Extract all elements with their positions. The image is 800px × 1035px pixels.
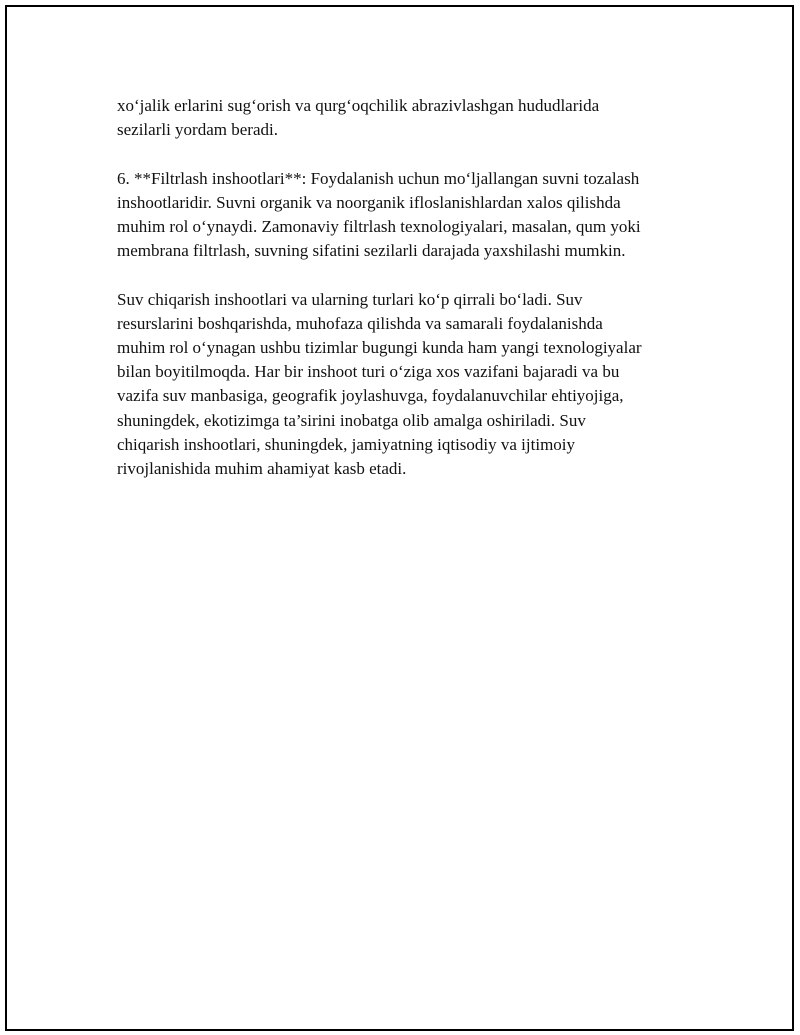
document-body: [117, 94, 697, 505]
paragraph-filtration-structures: 6. **Filtrlash inshootlari**: Foydalanish uchun mo‘ljallangan suvni tozalash inshootlaridir. Suvni organik va noorganik ifloslanishlardan xalos qilishda muhim rol o‘ynaydi. Zamonaviy filtrlash texnologiyalari, masalan, qum yoki membrana filtrlash, suvning sifatini sezilarli darajada yaxshilashi mumkin.: [117, 168, 641, 261]
paragraph-conclusion: Suv chiqarish inshootlari va ularning turlari ko‘p qirrali bo‘ladi. Suv resurslarini boshqarishda, muhofaza qilishda va samarali foydalanishda muhim rol o‘ynagan ushbu tizimlar bugungi kunda ham yangi texnologiyalar bilan boyitilmoqda. Har bir inshoot turi o‘ziga xos vazifani bajaradi va bu vazifa suv manbasiga, geografik joylashuvga, foydalanuvchilar ehtiyojiga, shuningdek, ekotizimga ta’sirini inobatga olib amalga oshiriladi. Suv chiqarish inshootlari, shuningdek, jamiyatning iqtisodiy va ijtimoiy rivojlanishida muhim ahamiyat kasb etadi.: [117, 289, 642, 479]
paragraph-irrigation-continuation: xo‘jalik erlarini sug‘orish va qurg‘oqchilik abrazivlashgan hududlarida sezilarli yordam beradi.: [117, 96, 600, 140]
